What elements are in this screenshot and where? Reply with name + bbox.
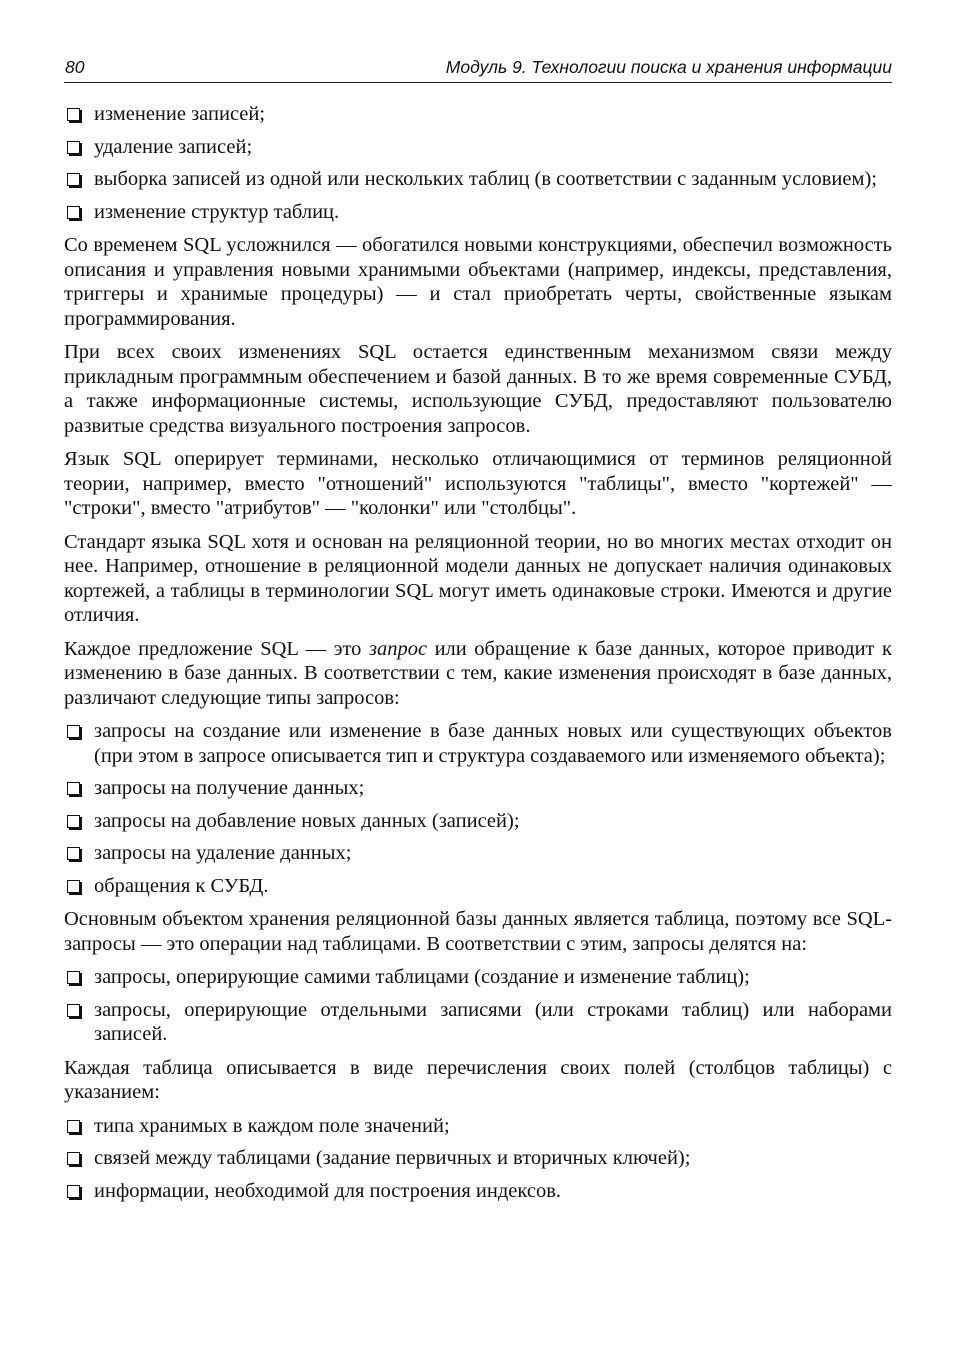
paragraph-query-definition: Каждое предложение SQL — это запрос или обращение к базе данных, которое приводит к изменению в базе данных. В соответствии с тем, какие изменения происходят в базе данных, различают следующие типы запросов: — [64, 637, 892, 709]
checkbox-square-icon — [67, 173, 80, 186]
paragraph-table-object: Основным объектом хранения реляционной базы данных является таблица, поэтому все SQL-запросы — это операции над таблицами. В соответствии с этим, запросы делятся на: — [64, 908, 892, 955]
paragraph-sql-mechanism: При всех своих изменениях SQL остается единственным механизмом связи между прикладным программным обеспечением и базой данных. В то же время современные СУБД, а также информационные системы, использующие СУБД, предоставляют пользователю развитые средства визуального построения запросов. — [64, 341, 892, 437]
list-item: изменение записей; — [64, 102, 892, 127]
list-item: типа хранимых в каждом поле значений; — [64, 1114, 892, 1139]
bullet-list-operations — [64, 102, 892, 224]
list-item: запросы, оперирующие отдельными записями (или строками таблиц) или наборами записей. — [64, 998, 892, 1047]
checkbox-square-icon — [67, 1152, 80, 1165]
running-header — [64, 54, 892, 83]
list-item: запросы на создание или изменение в базе данных новых или существующих объектов (при этом в запросе описывается тип и структура создаваемого или изменяемого объекта); — [64, 719, 892, 768]
paragraph-sql-evolution: Со временем SQL усложнился — обогатился новыми конструкциями, обеспечил возможность описания и управления новыми хранимыми объектами (например, индексы, представления, триггеры и хранимые процедуры) — и стал приобретать черты, свойственные языкам программирования. — [64, 234, 892, 330]
bullet-list-query-types — [64, 719, 892, 898]
list-item: запросы на добавление новых данных (записей); — [64, 809, 892, 834]
list-item: обращения к СУБД. — [64, 874, 892, 899]
bullet-list-table-attributes — [64, 1114, 892, 1204]
checkbox-square-icon — [67, 847, 80, 860]
running-title: Модуль 9. Технологии поиска и хранения информации — [445, 57, 892, 77]
term-query: запрос — [368, 637, 428, 660]
checkbox-square-icon — [67, 880, 80, 893]
checkbox-square-icon — [67, 141, 80, 154]
checkbox-square-icon — [67, 971, 80, 984]
checkbox-square-icon — [67, 1004, 80, 1017]
list-item: изменение структур таблиц. — [64, 200, 892, 225]
list-item: запросы на удаление данных; — [64, 841, 892, 866]
list-item: выборка записей из одной или нескольких таблиц (в соответствии с заданным условием); — [64, 167, 892, 192]
page-number: 80 — [65, 57, 85, 77]
paragraph-sql-terms: Язык SQL оперирует терминами, несколько отличающимися от терминов реляционной теории, например, вместо "отношений" используются "таблицы", вместо "кортежей" — "строки", вместо "атрибутов" — "колонки" или "столбцы". — [64, 448, 892, 519]
paragraph-table-description: Каждая таблица описывается в виде перечисления своих полей (столбцов таблицы) с указанием: — [64, 1056, 892, 1103]
list-item: удаление записей; — [64, 135, 892, 160]
checkbox-square-icon — [67, 1185, 80, 1198]
checkbox-square-icon — [67, 815, 80, 828]
checkbox-square-icon — [67, 782, 80, 795]
checkbox-square-icon — [67, 1120, 80, 1133]
paragraph-sql-standard: Стандарт языка SQL хотя и основан на реляционной теории, но во многих местах отходит он нее. Например, отношение в реляционной модели данных не допускает наличия одинаковых кортежей, а таблицы в терминологии SQL могут иметь одинаковые строки. Имеются и другие отличия. — [64, 530, 892, 626]
checkbox-square-icon — [67, 206, 80, 219]
bullet-list-query-categories — [64, 965, 892, 1047]
checkbox-square-icon — [67, 108, 80, 121]
page-body — [64, 102, 892, 1212]
list-item: запросы, оперирующие самими таблицами (создание и изменение таблиц); — [64, 965, 892, 990]
list-item: информации, необходимой для построения индексов. — [64, 1179, 892, 1204]
checkbox-square-icon — [67, 725, 80, 738]
list-item: запросы на получение данных; — [64, 776, 892, 801]
list-item: связей между таблицами (задание первичных и вторичных ключей); — [64, 1146, 892, 1171]
